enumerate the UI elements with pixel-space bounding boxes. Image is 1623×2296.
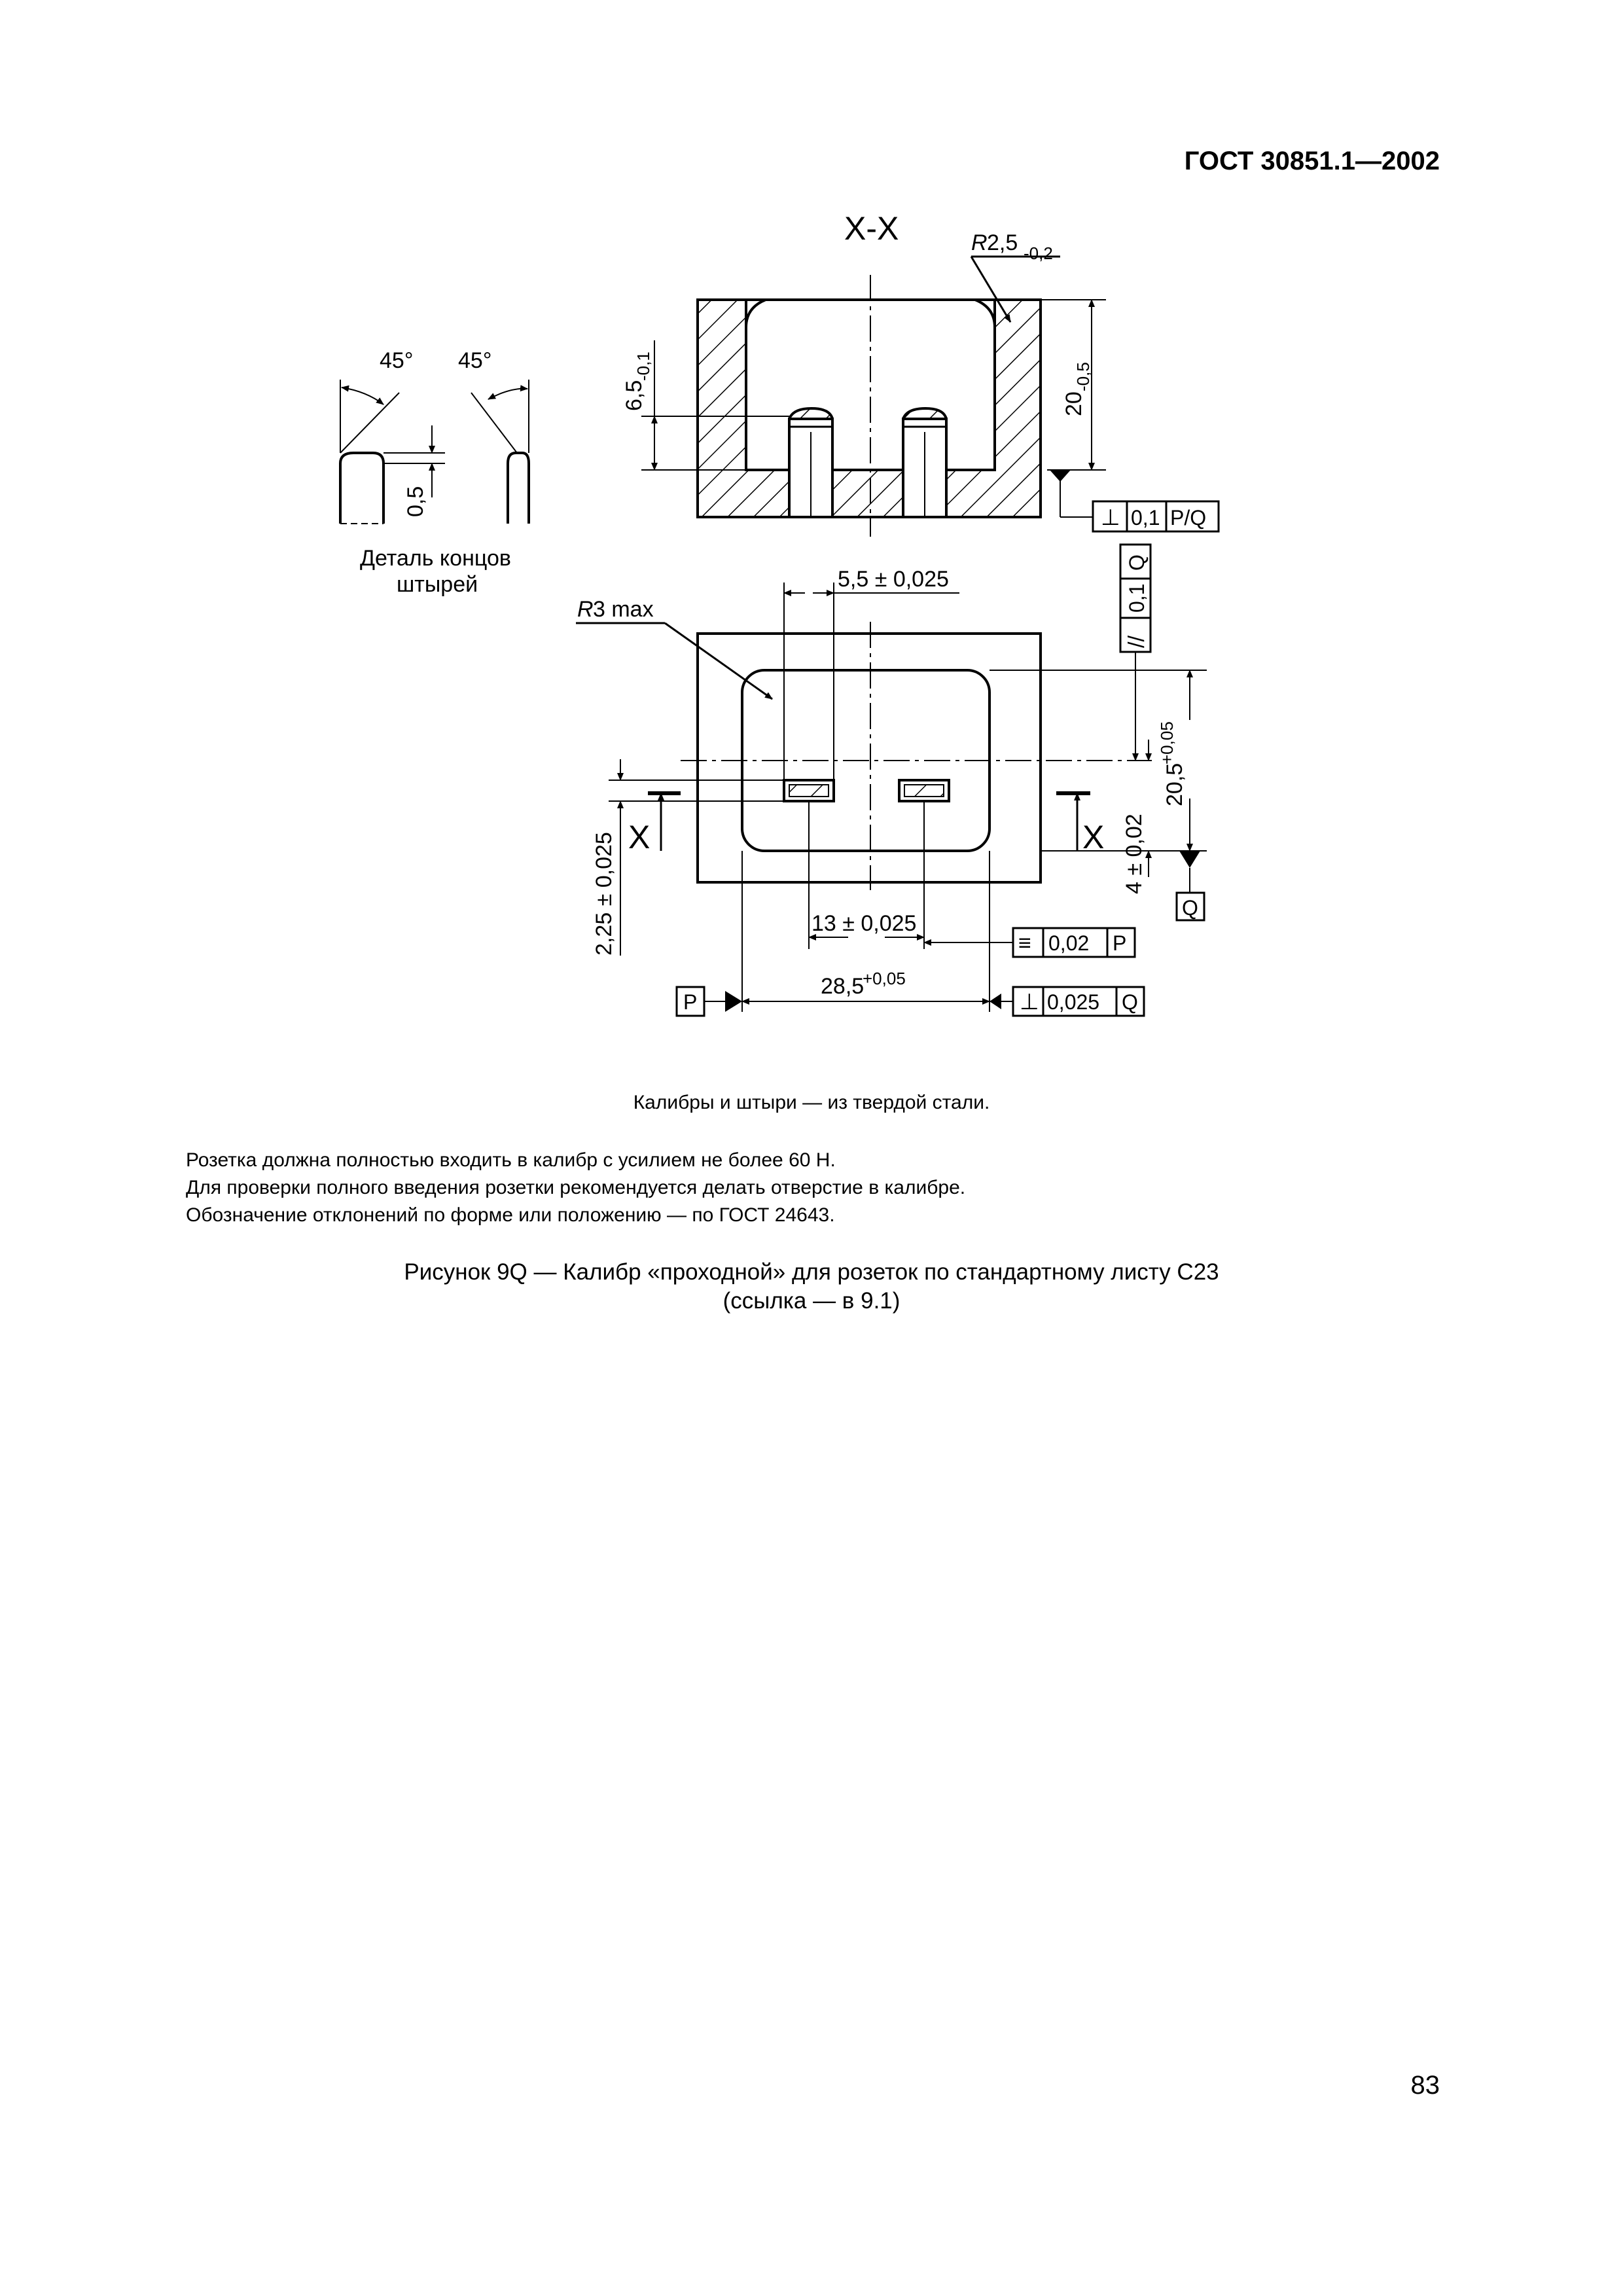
dim-20-5: 20,5 bbox=[1162, 762, 1187, 806]
note-line-3: Обозначение отклонений по форме или положению — по ГОСТ 24643. bbox=[186, 1204, 835, 1226]
tolerance-frame-parallel bbox=[1120, 545, 1150, 652]
material-note: Калибры и штыри — из твердой стали. bbox=[633, 1092, 990, 1113]
note-line-1: Розетка должна полностью входить в калибр с усилием не более 60 Н. bbox=[186, 1149, 836, 1171]
dim-20: 20 bbox=[1061, 391, 1086, 416]
angle-left: 45° bbox=[380, 348, 414, 373]
svg-text://: // bbox=[1124, 636, 1149, 648]
dim-5-5: 5,5 ± 0,025 bbox=[838, 567, 949, 592]
radius-top-val: 2,5 bbox=[987, 230, 1018, 255]
note-line-2: Для проверки полного введения розетки рекомендуется делать отверстие в калибре. bbox=[186, 1177, 966, 1198]
section-label: X-X bbox=[844, 210, 899, 247]
page-number: 83 bbox=[1410, 2071, 1440, 2100]
svg-text:P: P bbox=[1113, 931, 1127, 955]
svg-text:Q: Q bbox=[1122, 990, 1138, 1014]
svg-text:P/Q: P/Q bbox=[1170, 506, 1207, 529]
datum-p: P bbox=[683, 990, 698, 1014]
dim-28-5: 28,5 bbox=[821, 974, 865, 999]
dim-20-5-sup: +0,05 bbox=[1157, 721, 1177, 764]
section-view bbox=[622, 210, 1219, 537]
svg-text:⊥: ⊥ bbox=[1020, 990, 1039, 1014]
caption-line-2: (ссылка — в 9.1) bbox=[722, 1288, 901, 1314]
notes-block bbox=[186, 1147, 965, 1229]
dim-6-5-sub: -0,1 bbox=[633, 351, 653, 381]
radius-top-sub: -0,2 bbox=[1024, 243, 1053, 263]
section-mark-left: X bbox=[628, 819, 651, 855]
dim-4: 4 ± 0,02 bbox=[1122, 814, 1147, 894]
datum-q: Q bbox=[1182, 896, 1198, 920]
detail-caption-line1: Деталь концов bbox=[360, 546, 511, 571]
svg-text:Q: Q bbox=[1125, 554, 1149, 571]
dim-0-5: 0,5 bbox=[403, 486, 428, 517]
tolerance-frame-perp-bottom bbox=[1013, 987, 1144, 1016]
technical-drawing bbox=[0, 0, 1623, 1100]
svg-text:≡: ≡ bbox=[1018, 931, 1031, 956]
caption-line-1: Рисунок 9Q — Калибр «проходной» для розеток по стандартному листу С23 bbox=[404, 1259, 1219, 1285]
svg-text:0,1: 0,1 bbox=[1131, 506, 1160, 529]
dim-2-25: 2,25 ± 0,025 bbox=[592, 832, 616, 956]
radius-top-r: R bbox=[971, 230, 988, 255]
section-body bbox=[698, 300, 1041, 517]
tolerance-frame-symmetry bbox=[1013, 928, 1135, 957]
svg-text:0,1: 0,1 bbox=[1125, 583, 1149, 613]
svg-text:0,02: 0,02 bbox=[1048, 931, 1090, 955]
angle-right: 45° bbox=[458, 348, 492, 373]
plan-view bbox=[576, 545, 1207, 1016]
standard-header: ГОСТ 30851.1—2002 bbox=[1184, 147, 1440, 175]
radius-bottom-val: 3 max bbox=[593, 597, 654, 622]
radius-bottom-r: R bbox=[577, 597, 594, 622]
pin-end-detail bbox=[340, 348, 529, 597]
figure-caption bbox=[0, 1258, 1623, 1316]
dim-28-5-sup: +0,05 bbox=[863, 969, 906, 988]
dim-6-5: 6,5 bbox=[622, 380, 647, 411]
dim-13: 13 ± 0,025 bbox=[812, 911, 917, 936]
svg-text:0,025: 0,025 bbox=[1047, 990, 1100, 1014]
dim-20-sub: -0,5 bbox=[1073, 362, 1093, 391]
svg-text:⊥: ⊥ bbox=[1101, 505, 1120, 530]
detail-caption-line2: штырей bbox=[397, 572, 478, 597]
section-mark-right: X bbox=[1082, 819, 1105, 855]
tolerance-frame-perp-top bbox=[1093, 501, 1219, 531]
